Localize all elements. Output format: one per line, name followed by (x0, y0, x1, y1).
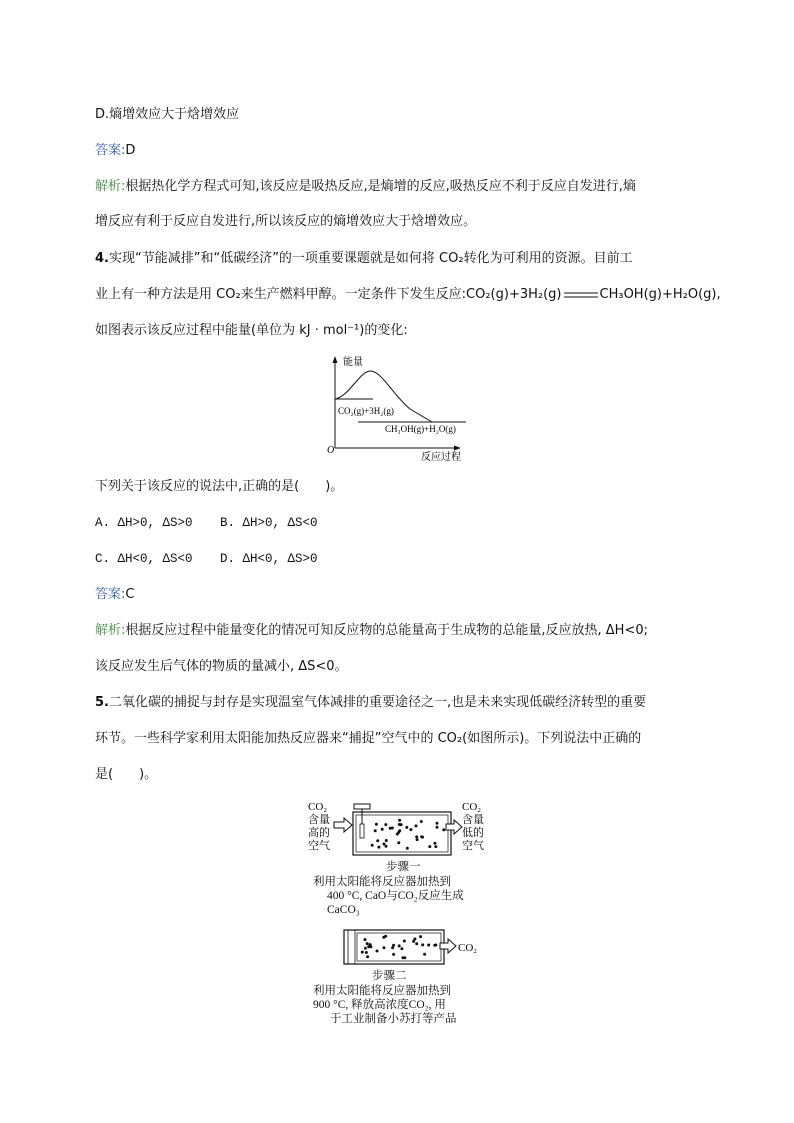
particle-dot (419, 935, 422, 938)
particle-dot (375, 823, 378, 826)
particle-dot (391, 946, 394, 949)
q5-stem-line2: 环节。一些科学家利用太阳能加热反应器来“捕捉”空气中的 CO₂(如图所示)。下列说法中正确的 (95, 731, 642, 746)
particle-dot (381, 828, 384, 831)
particle-dot (405, 826, 408, 829)
answer-value: C (125, 587, 135, 602)
particle-dot (427, 944, 430, 947)
q5-stem-line3: 是( )。 (95, 767, 158, 782)
out-label-line: 低的 (462, 827, 484, 839)
step2-desc-line: 于工业制备小苏打等产品 (330, 1013, 457, 1025)
particle-dot (416, 838, 419, 841)
stem-text: 二氧化碳的捕捉与封存是实现温室气体减排的重要途径之一,也是未来实现低碳经济转型的重要 (108, 695, 647, 710)
piston-head (360, 824, 364, 838)
particle-dot (392, 944, 395, 947)
reactor-body (353, 812, 451, 855)
inflow-arrow-icon (334, 818, 352, 832)
particle-dot (436, 826, 439, 829)
answer-label: 答案: (95, 143, 126, 158)
particle-dot (364, 947, 367, 950)
particle-dot (366, 955, 369, 958)
q4-answer (95, 585, 134, 605)
particle-dot (434, 845, 437, 848)
step1-desc-line: 400 °C, CaO与CO₂反应生成 (327, 890, 464, 902)
step1-desc-line: 利用太阳能将反应器加热到 (313, 876, 451, 888)
option-c: C. ΔH<0, ΔS<0 (95, 552, 193, 566)
stem-text-tail: CH₃OH(g)+H₂O(g), (599, 287, 721, 302)
particle-dot (434, 944, 437, 947)
y-axis-label: 能量 (343, 357, 363, 368)
option-a: A. ΔH>0, ΔS>0 (95, 516, 193, 530)
option-b: B. ΔH>0, ΔS<0 (220, 516, 318, 530)
analysis-label: 解析: (95, 179, 126, 194)
q4-analysis-line1 (95, 621, 648, 641)
reactor-body (344, 930, 444, 964)
stem-text: 业上有一种方法是用 CO₂来生产燃料甲醇。一定条件下发生反应:CO₂(g)+3H₂(g) (95, 287, 562, 302)
x-axis-label: 反应过程 (421, 452, 461, 463)
particle-dot (420, 835, 423, 838)
q4-question: 下列关于该反应的说法中,正确的是( )。 (95, 479, 344, 494)
particle-dot (406, 847, 409, 850)
particle-dot (423, 953, 426, 956)
question-number: 5. (95, 695, 109, 710)
particle-dot (403, 956, 406, 959)
step2-desc-line: 利用太阳能将反应器加热到 (313, 985, 451, 997)
q4-options-row2 (95, 549, 318, 569)
particle-dot (403, 940, 406, 943)
out-label-line: 空气 (462, 840, 484, 852)
particle-dot (420, 820, 423, 823)
in-label-line: 高的 (308, 827, 330, 839)
particle-dot (385, 845, 388, 848)
particle-dot (367, 945, 370, 948)
particle-dot (400, 823, 403, 826)
out-label-line: 含量 (462, 814, 484, 826)
particle-dot (433, 842, 436, 845)
analysis-text: 根据反应过程中能量变化的情况可知反应物的总能量高于生成物的总能量,反应放热, ΔH<0; (125, 623, 649, 638)
q4-options-row1 (95, 513, 318, 533)
particle-dot (412, 940, 415, 943)
in-label-line: 空气 (308, 840, 330, 852)
q5-stem-line1 (95, 693, 646, 713)
co2-out-label: CO₂ (458, 942, 478, 954)
step2-title: 步骤二 (372, 970, 407, 982)
x-axis-arrow-icon (454, 446, 461, 451)
particle-dot (398, 819, 401, 822)
step1-title: 步骤一 (386, 861, 421, 873)
step2-desc-line: 900 °C, 释放高浓度CO₂, 用 (313, 999, 446, 1011)
particle-dot (409, 828, 412, 831)
particle-dot (365, 951, 368, 954)
out-label-line: CO₂ (462, 801, 482, 813)
energy-diagram (318, 352, 478, 464)
particle-dot (384, 823, 387, 826)
q4-analysis-line2: 该反应发生后气体的物质的量减小, ΔS<0。 (95, 659, 348, 674)
in-label-line: 含量 (308, 814, 330, 826)
q3-analysis-line1 (95, 177, 636, 197)
reactants-label: CO₂(g)+3H₂(g) (338, 406, 394, 416)
particle-dot (371, 844, 374, 847)
particle-dot (383, 946, 386, 949)
answer-value: D (125, 143, 136, 158)
particle-dot (374, 829, 377, 832)
y-axis-arrow-icon (333, 356, 338, 363)
particle-dot (428, 845, 431, 848)
particle-dot (398, 829, 401, 832)
products-label: CH₃OH(g)+H₂O(g) (385, 424, 456, 434)
particle-dot (442, 828, 445, 831)
piston-handle (354, 804, 370, 809)
reactor-figure-step2 (340, 928, 490, 968)
in-label-line: CO₂ (308, 801, 328, 813)
particle-dot (415, 835, 418, 838)
answer-label: 答案: (95, 587, 126, 602)
equilibrium-sign-icon (563, 290, 599, 300)
particle-dot (366, 942, 369, 945)
option-d: D. ΔH<0, ΔS>0 (220, 552, 318, 566)
question-number: 4. (95, 251, 109, 266)
q3-answer (95, 141, 135, 161)
particle-dot (364, 938, 367, 941)
particle-dot (385, 839, 388, 842)
particle-dot (421, 943, 424, 946)
q4-stem-line3: 如图表示该反应过程中能量(单位为 kJ · mol⁻¹)的变化: (95, 323, 408, 338)
particle-dot (392, 953, 395, 956)
particle-dot (361, 951, 364, 954)
stem-text: 实现“节能减排”和“低碳经济”的一项重要课题就是如何将 CO₂转化为可利用的资源。目前工 (108, 251, 633, 266)
particle-dot (397, 841, 400, 844)
particle-dot (389, 827, 392, 830)
q3-analysis-line2: 增反应有利于反应自发进行,所以该反应的熵增效应大于焓增效应。 (95, 214, 477, 229)
particle-dot (382, 936, 385, 939)
analysis-label: 解析: (95, 623, 126, 638)
particle-dot (436, 822, 439, 825)
q4-stem-line1 (95, 249, 633, 269)
particle-dot (415, 942, 418, 945)
q3-option-d: D.熵增效应大于焓增效应 (95, 107, 240, 122)
particle-dot (398, 944, 401, 947)
q4-stem-line2 (95, 285, 721, 305)
particle-dot (376, 839, 379, 842)
step1-desc-line: CaCO₃ (327, 904, 360, 916)
origin-label: O (327, 445, 335, 456)
particle-dot (376, 950, 379, 953)
particle-dot (400, 947, 403, 950)
particle-dot (415, 824, 418, 827)
analysis-text: 根据热化学方程式可知,该反应是吸热反应,是熵增的反应,吸热反应不利于反应自发进行,熵 (125, 179, 636, 194)
particle-dot (377, 846, 380, 849)
